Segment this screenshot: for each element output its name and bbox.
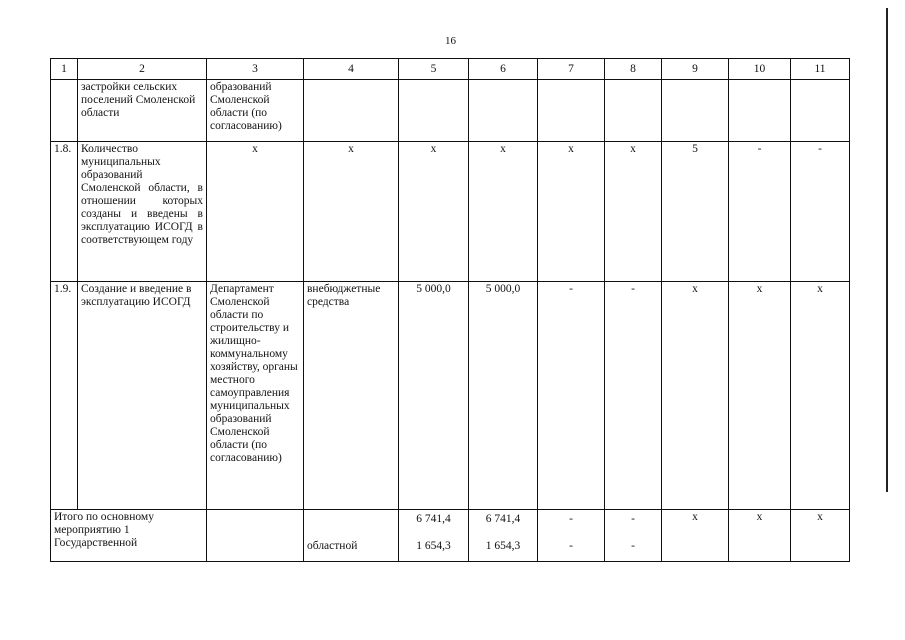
cell-col8: х — [605, 142, 662, 282]
cell-col7: х — [538, 142, 605, 282]
total-col6 — [469, 510, 538, 562]
total-value: 6 741,4 — [485, 513, 521, 525]
program-table — [50, 58, 850, 562]
row-number: 1.8. — [51, 142, 78, 282]
table-row — [51, 142, 850, 282]
cell-col6 — [469, 80, 538, 142]
cell-col6: 5 000,0 — [469, 282, 538, 510]
total-col11: х — [791, 510, 850, 562]
column-numbers-row — [51, 59, 850, 80]
total-col5 — [399, 510, 469, 562]
cell-col5: х — [399, 142, 469, 282]
cell-col9: 5 — [662, 142, 729, 282]
measure-name: Количество муниципальных образований Смоленской области, в отношении которых созданы и введены в эксплуатацию ИСОГД в соответствующем году — [78, 142, 207, 282]
executor: Департамент Смоленской области по строительству и жилищно-коммунальному хозяйству, органы местного самоуправления муниципальных образований Смоленской области (по согласованию) — [207, 282, 304, 510]
cell-col8 — [605, 80, 662, 142]
cell-col10 — [729, 80, 791, 142]
row-number — [51, 80, 78, 142]
row-number: 1.9. — [51, 282, 78, 510]
column-header: 9 — [662, 59, 729, 80]
total-funding-source — [304, 510, 399, 562]
column-header: 6 — [469, 59, 538, 80]
table-row — [51, 282, 850, 510]
measure-name: застройки сельских поселений Смоленской области — [78, 80, 207, 142]
measure-name: Создание и введение в эксплуатацию ИСОГД — [78, 282, 207, 510]
funding-source: внебюджетные средства — [304, 282, 399, 510]
page-number: 16 — [445, 35, 456, 47]
cell-col9 — [662, 80, 729, 142]
total-row — [51, 510, 850, 562]
column-header: 7 — [538, 59, 605, 80]
total-col8 — [605, 510, 662, 562]
total-value: 1 654,3 — [416, 540, 451, 552]
funding-source — [304, 80, 399, 142]
cell-col10: х — [729, 282, 791, 510]
column-header: 1 — [51, 59, 78, 80]
total-value: 1 654,3 — [485, 540, 521, 552]
cell-col5 — [399, 80, 469, 142]
total-source-line — [307, 511, 395, 528]
column-header: 11 — [791, 59, 850, 80]
cell-col11: х — [791, 282, 850, 510]
total-value: - — [631, 513, 635, 525]
table-row — [51, 80, 850, 142]
cell-col7 — [538, 80, 605, 142]
cell-col7: - — [538, 282, 605, 510]
column-header: 8 — [605, 59, 662, 80]
total-source-line: областной — [307, 540, 358, 552]
total-col7 — [538, 510, 605, 562]
executor: образований Смоленской области (по согласованию) — [207, 80, 304, 142]
cell-col11 — [791, 80, 850, 142]
total-value: - — [569, 513, 573, 525]
funding-source: х — [304, 142, 399, 282]
total-executor — [207, 510, 304, 562]
column-header: 4 — [304, 59, 399, 80]
cell-col5: 5 000,0 — [399, 282, 469, 510]
column-header: 5 — [399, 59, 469, 80]
page-edge-rule — [886, 8, 888, 492]
cell-col11: - — [791, 142, 850, 282]
cell-col6: х — [469, 142, 538, 282]
total-value: - — [631, 540, 635, 552]
cell-col10: - — [729, 142, 791, 282]
total-col9: х — [662, 510, 729, 562]
column-header: 3 — [207, 59, 304, 80]
column-header: 10 — [729, 59, 791, 80]
total-value: 6 741,4 — [416, 513, 451, 525]
total-col10: х — [729, 510, 791, 562]
total-value: - — [569, 540, 573, 552]
total-label: Итого по основному мероприятию 1 Государственной — [51, 510, 207, 562]
column-header: 2 — [78, 59, 207, 80]
cell-col9: х — [662, 282, 729, 510]
cell-col8: - — [605, 282, 662, 510]
executor: х — [207, 142, 304, 282]
